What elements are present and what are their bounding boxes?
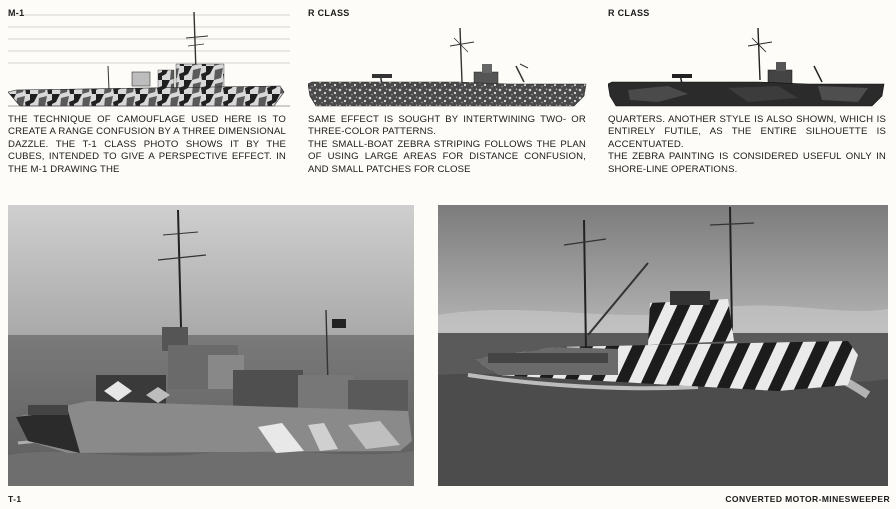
caption-t1: T-1 — [8, 494, 22, 504]
text-column-1 — [8, 114, 286, 176]
paragraph: THE TECHNIQUE OF CAMOUFLAGE USED HERE IS TO CREATE A RANGE CONFUSION BY A THREE DIMENSIONAL DAZZLE. THE T-1 CLASS PHOTO SHOWS IT BY THE CUBES, INTENDED TO GIVE A PERSPECTIVE EFFECT. IN THE M-1 DRAWING THE — [8, 114, 286, 175]
drawing-label-r-class-1: R CLASS — [308, 8, 350, 18]
drawing-label-m1: M-1 — [8, 8, 25, 18]
caption-converted-motor-minesweeper: CONVERTED MOTOR-MINESWEEPER — [725, 494, 890, 504]
photo-converted-motor-minesweeper — [438, 205, 888, 486]
text-column-2 — [308, 114, 586, 176]
paragraph: THE SMALL-BOAT ZEBRA STRIPING FOLLOWS THE PLAN OF USING LARGE AREAS FOR DISTANCE CONFUSION, AND SMALL PATCHES FOR CLOSE — [308, 138, 586, 175]
photo-t1 — [8, 205, 414, 486]
text-column-3 — [608, 114, 886, 176]
ship-drawing-r-class-1 — [308, 24, 588, 110]
drawing-label-r-class-2: R CLASS — [608, 8, 650, 18]
ship-drawing-m1 — [8, 10, 290, 110]
paragraph: SAME EFFECT IS SOUGHT BY INTERTWINING TWO- OR THREE-COLOR PATTERNS. — [308, 114, 586, 138]
paragraph: QUARTERS. ANOTHER STYLE IS ALSO SHOWN, WHICH IS ENTIRELY FUTILE, AS THE ENTIRE SILHOUETTE IS ACCENTUATED. — [608, 114, 886, 150]
paragraph: THE ZEBRA PAINTING IS CONSIDERED USEFUL ONLY IN SHORE-LINE OPERATIONS. — [608, 151, 886, 175]
ship-drawing-r-class-2 — [608, 24, 886, 110]
